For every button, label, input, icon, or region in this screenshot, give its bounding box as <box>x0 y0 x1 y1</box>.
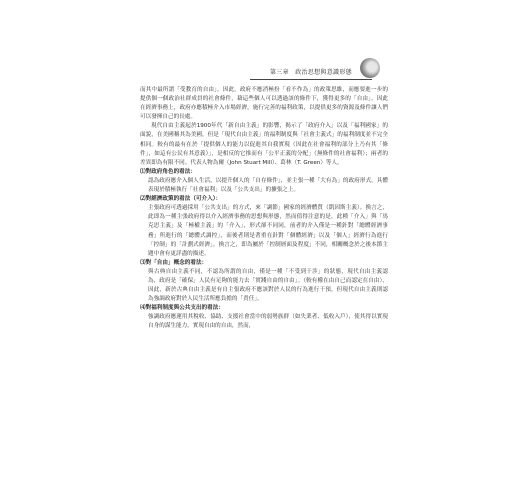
chapter-title: 政治思想與意識形態 <box>295 69 352 76</box>
section-heading: ⑴對政府角色的看法： <box>140 168 196 175</box>
paragraph: 現代自由主義起於1900年代「新自由主義」的影響，揭示了「政府介入」以及「福利國家」的面貌，在美國稱其為美國，但是「現代自由主義」的福利制度與「社會主義式」的福利制度並不完全相同。較有的最有在於「提供個人的能力以促進其自我實現（因此在社會福利的部分上乃有其「條件」，如這有公民有其意義）」，是相反的它推而有「公平正義的分配」（無條件的社會福利）；兩者的差異即為有限不同。代表人物為爾（John Stuart Mill）、葛林（T. Green）等人。 <box>140 123 388 166</box>
chapter-tab-disc <box>360 58 380 78</box>
paragraph: 而其中最所謂「受教育的自由」。因此，政府不應消極扮「看不作為」的政策思維，而應要進一步的提供個一個政治社群成員的社會條件，藉這些個人可以透過該的條件下，獲得更多的「自由」。因此在經濟事務上，政府亦應積極介入市場經濟，施行完善的福利政策，以提供更多的資源及條件讓人們可以發揮自己的長處。 <box>140 87 388 121</box>
section-heading: ⑶對「自由」概念的看法： <box>140 259 208 266</box>
header-rule <box>250 79 372 80</box>
paragraph: 主張政府可透過採用「公共支出」的方式，來「調節」國家的經濟體質（凱因斯主義）。換言之，此即為一種主張政府得以介入經濟事務的思想與形態，然而值得注意的是，此種「介入」與「馬克思主義」及「極權主義」的「介入」，形式卻不同同，前者的介入僅是一種針對「總體經濟事務」所進行的「總體式調控」，而後者則是著重在針對「個體經濟」以及「個人」經濟行為進行「控制」的「計劃式經濟」。換言之，即為屬於「控制層面及程度」不同，相關概念於之後本節主題中會有更詳盡的描述。 <box>148 205 388 257</box>
section-heading: ⑷對福利制度與公共支出的看法： <box>140 305 224 312</box>
body-text <box>140 86 388 332</box>
running-header-text <box>270 68 352 78</box>
paragraph: 認為政府應介入個人生活，以提升個人的「自存條件」，並主張一種「大有為」的政府形式，具體表現於積極執行「社會福利」以及「公共支出」的擴張之上。 <box>148 177 388 194</box>
section-heading: ⑵對經濟政策的看法（可介入）： <box>140 196 222 203</box>
paragraph: 與古典自由主義不同，不認為所謂的自由，僅是一種「不受到干涉」的狀態，現代自由主義認為，政府是「確保」人民有足夠的能力去「實踐自由的自由」。（較有權在由自己而認定在自由），因此，新於古典自由主義是有自主張政府不應該對於人民的行為進行干預，但現代自由主義則認為強調政府對於人民生活所應負擔的「責任」。 <box>148 268 388 303</box>
paragraph: 強調政府應運用其稅收、協助、支援社會當中的弱勢族群（如失業者、低收入戶），使其得以實現自身的謀生能力，實現自由的自由，然而， <box>148 314 388 330</box>
chapter-label: 第三章 <box>270 69 289 76</box>
